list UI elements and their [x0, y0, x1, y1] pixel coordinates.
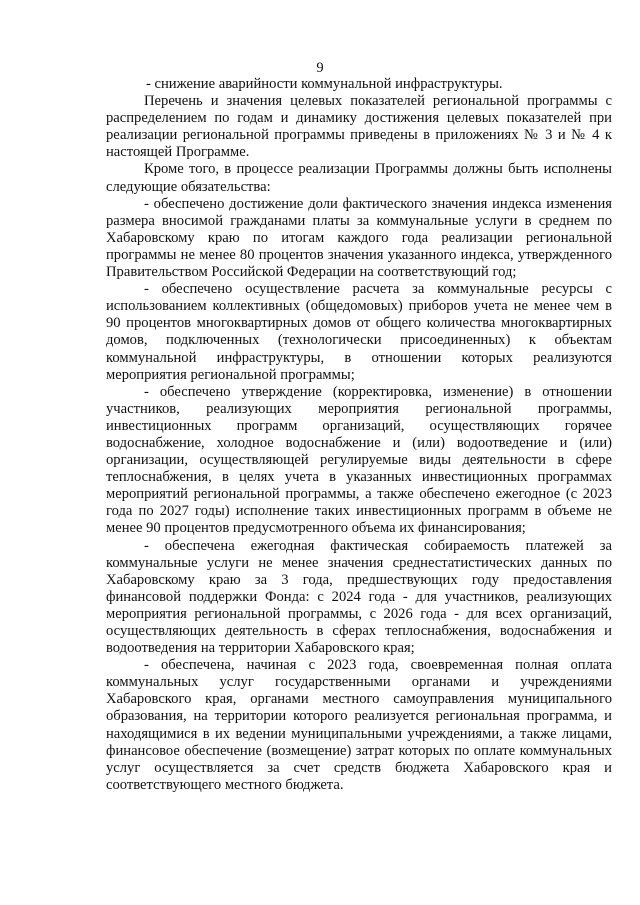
page-number: 9 [316, 60, 324, 76]
paragraph: - обеспечено утверждение (корректировка, изменение) в отношении участников, реализующих мероприятия региональной программы, инвестиционных программ организаций, осуществляющих горячее водоснабжение, холодное водоснабжение и (или) водоотведение и (или) организации, осуществляющей регулируемые виды деятельности в сфере теплоснабжения, в целях учета в указанных инвестиционных программах мероприятий региональной программы, а также обеспечено ежегодное (с 2023 года по 2027 годы) исполнение таких инвестиционных программ в объеме не менее 90 процентов предусмотренного объема их финансирования; [106, 383, 612, 537]
paragraph: - обеспечено осуществление расчета за коммунальные ресурсы с использованием коллективных (общедомовых) приборов учета не менее чем в 90 процентов многоквартирных домов от общего количества многоквартирных домов, подключенных (технологически присоединенных) к объектам коммунальной инфраструктуры, в отношении которых реализуются мероприятия региональной программы; [106, 281, 612, 383]
paragraph: - обеспечена, начиная с 2023 года, своевременная полная оплата коммунальных услуг государственными органами и учреждениями Хабаровского края, органами местного самоуправления муниципального образования, на территории которого реализуется региональная программа, и находящимися в их ведении муниципальными учреждениями, а также лицами, финансовое обеспечение (возмещение) затрат которых по оплате коммунальных услуг осуществляется за счет средств бюджета Хабаровского края и соответствующего местного бюджета. [106, 657, 612, 793]
paragraph: - обеспечена ежегодная фактическая собираемость платежей за коммунальные услуги не менее значения среднестатистических данных по Хабаровскому краю за 3 года, предшествующих году предоставления финансовой поддержки Фонда: с 2024 года - для участников, реализующих мероприятия региональной программы, с 2026 года - для всех организаций, осуществляющих деятельность в сферах теплоснабжения, водоснабжения и водоотведения на территории Хабаровского края; [106, 537, 612, 657]
paragraph: Перечень и значения целевых показателей региональной программы с распределением по годам и динамику достижения целевых показателей при реализации региональной программы приведены в приложениях № 3 и № 4 к настоящей Программе. [106, 93, 612, 161]
paragraph: - снижение аварийности коммунальной инфраструктуры. [146, 76, 503, 92]
paragraph: - обеспечено достижение доли фактического значения индекса изменения размера вносимой гражданами платы за коммунальные услуги в среднем по Хабаровскому краю по итогам каждого года реализации региональной программы не менее 80 процентов значения указанного индекса, утвержденного Правительством Российской Федерации на соответствующий год; [106, 195, 612, 281]
document-body [106, 76, 612, 794]
paragraph: Кроме того, в процессе реализации Программы должны быть исполнены следующие обязательства: [106, 161, 612, 195]
